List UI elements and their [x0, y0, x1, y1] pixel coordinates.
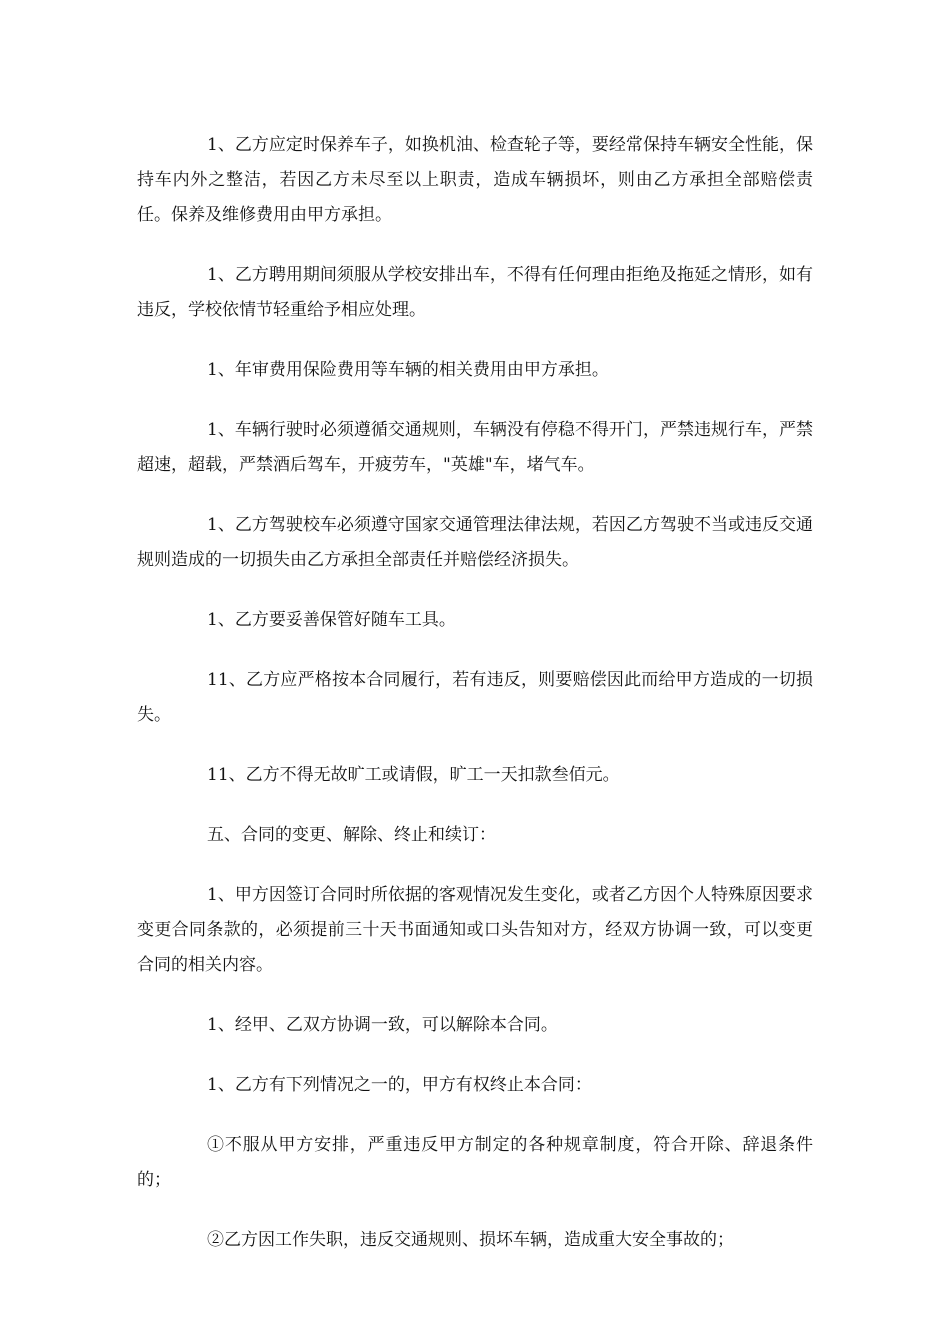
paragraph-condition-2: ②乙方因工作失职，违反交通规则、损坏车辆，造成重大安全事故的；	[207, 1230, 734, 1250]
section-heading-contract-changes: 五、合同的变更、解除、终止和续订：	[207, 825, 496, 845]
paragraph-liability: 1、乙方驾驶校车必须遵守国家交通管理法律法规，若因乙方驾驶不当或违反交通规则造成的一切损失由乙方承担全部责任并赔偿经济损失。	[137, 515, 813, 570]
paragraph-traffic-rules: 1、车辆行驶时必须遵循交通规则，车辆没有停稳不得开门，严禁违规行车，严禁超速，超载，严禁酒后驾车，开疲劳车，"英雄"车，堵气车。	[137, 420, 813, 475]
paragraph-termination-conditions: 1、乙方有下列情况之一的，甲方有权终止本合同：	[207, 1075, 592, 1095]
document-body	[137, 128, 813, 1283]
paragraph-maintenance: 1、乙方应定时保养车子，如换机油、检查轮子等，要经常保持车辆安全性能，保持车内外之整洁，若因乙方未尽至以上职责，造成车辆损坏，则由乙方承担全部赔偿责任。保养及维修费用由甲方承担。	[137, 135, 813, 225]
paragraph-contract-termination-agreement: 1、经甲、乙双方协调一致，可以解除本合同。	[207, 1015, 558, 1035]
paragraph-fees: 1、年审费用保险费用等车辆的相关费用由甲方承担。	[207, 360, 609, 380]
paragraph-condition-1: ①不服从甲方安排，严重违反甲方制定的各种规章制度，符合开除、辞退条件的；	[137, 1135, 813, 1190]
paragraph-dispatch: 1、乙方聘用期间须服从学校安排出车，不得有任何理由拒绝及拖延之情形，如有违反，学校依情节轻重给予相应处理。	[137, 265, 813, 320]
paragraph-absence: 11、乙方不得无故旷工或请假，旷工一天扣款叁佰元。	[207, 765, 620, 785]
paragraph-compensation: 11、乙方应严格按本合同履行，若有违反，则要赔偿因此而给甲方造成的一切损失。	[137, 670, 813, 725]
paragraph-tools: 1、乙方要妥善保管好随车工具。	[207, 610, 456, 630]
paragraph-contract-change: 1、甲方因签订合同时所依据的客观情况发生变化，或者乙方因个人特殊原因要求变更合同条款的，必须提前三十天书面通知或口头告知对方，经双方协调一致，可以变更合同的相关内容。	[137, 885, 813, 975]
